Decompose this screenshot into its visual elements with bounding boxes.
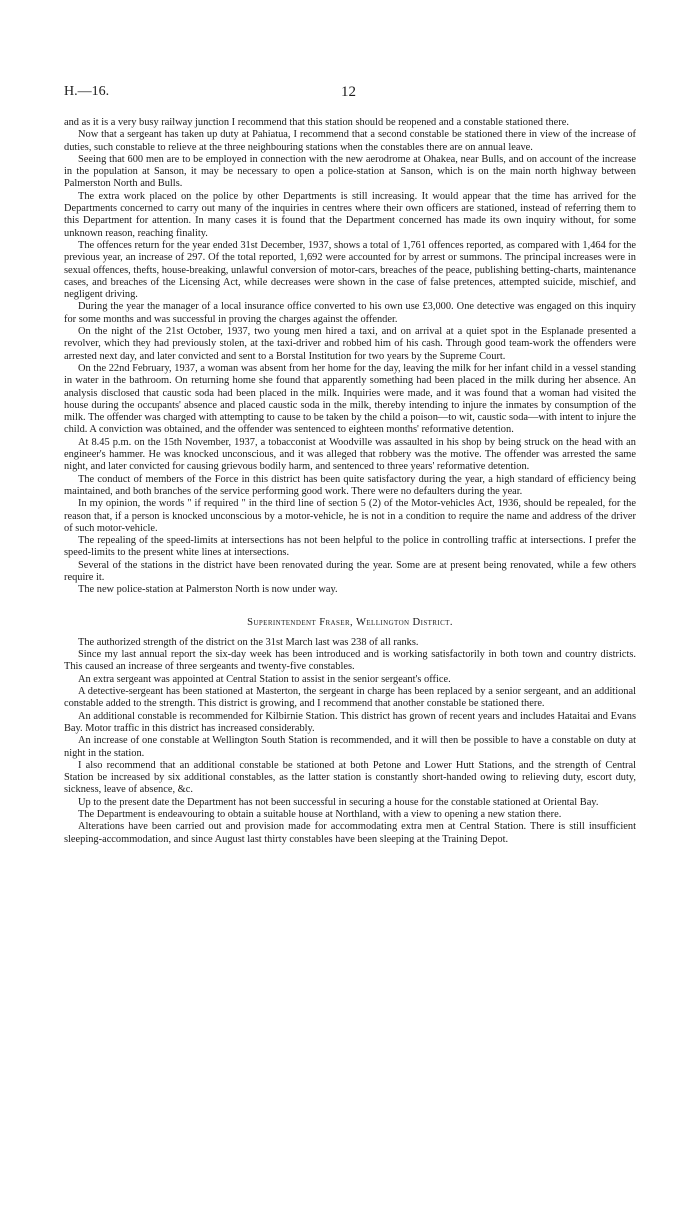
paragraph: The repealing of the speed-limits at intersections has not been helpful to the police in controlling traffic at intersections. I prefer the speed-limits to the present white lines at intersections. [64,535,636,559]
paragraph: The extra work placed on the police by other Departments is still increasing. It would appear that the time has arrived for the Departments concerned to carry out many of the inquiries in centres where their own officers are stationed, instead of referring them to this Department for attention. In many cases it is found that the Department concerned has made its own inquiry without, for some unknown reason, reaching finality. [64,190,636,239]
paragraph: The offences return for the year ended 31st December, 1937, shows a total of 1,761 offences reported, as compared with 1,464 for the previous year, an increase of 297. Of the total reported, 1,692 were accounted for by arrest or summons. The principal increases were in sexual offences, thefts, house-breaking, unlawful conversion of motor-cars, breaches of the peace, publishing betting-charts, maintenance cases, and breaches of the Licensing Act, while decreases were shown in the case of false pretences, attempted suicide, mischief, and negligent driving. [64,239,636,301]
paragraph: The Department is endeavouring to obtain a suitable house at Northland, with a view to opening a new station there. [78,809,562,821]
paragraph: Several of the stations in the district have been renovated during the year. Some are at present being renovated, while a few others require it. [64,559,636,583]
paragraph: Since my last annual report the six-day week has been introduced and is working satisfactorily in both town and country districts. This caused an increase of three sergeants and twenty-five constables. [64,649,636,673]
paragraph: On the 22nd February, 1937, a woman was absent from her home for the day, leaving the milk for her infant child in a vessel standing in water in the bathroom. On returning home she found that apparently something had been placed in the milk during her absence. An analysis disclosed that caustic soda had been placed in the milk. Inquiries were made, and it was found that a woman had visited the house during the occupants' absence and placed caustic soda in the milk, thereby intending to injure the inmates by consumption of the milk. The offender was charged with attempting to cause to be taken by the child a poison—to wit, caustic soda—with intent to injure the child. A conviction was obtained, and the offender was sentenced to eighteen months' reformative detention. [64,362,636,436]
section-heading: Superintendent Fraser, Wellington District. [247,616,453,628]
paragraph: Up to the present date the Department has not been successful in securing a house for the constable stationed at Oriental Bay. [78,796,599,808]
page-number: 12 [341,84,356,100]
paragraph: The new police-station at Palmerston North is now under way. [78,584,338,596]
paragraph: I also recommend that an additional constable be stationed at both Petone and Lower Hutt Stations, and the strength of Central Station be increased by six additional constables, as the latter station is constantly short-handed owing to relieving duty, escort duty, sickness, leave of absence, &c. [64,759,636,796]
document-body [64,117,636,846]
paragraph: An additional constable is recommended for Kilbirnie Station. This district has grown of recent years and includes Hataitai and Evans Bay. Motor traffic in this district has increased considerably. [64,710,636,734]
paragraph: On the night of the 21st October, 1937, two young men hired a taxi, and on arrival at a quiet spot in the Esplanade presented a revolver, which they had previously stolen, at the taxi-driver and robbed him of his cash. Through good team-work the offenders were arrested next day, and later convicted and sent to a Borstal Institution for two years by the Supreme Court. [64,326,636,362]
paragraph: Now that a sergeant has taken up duty at Pahiatua, I recommend that a second constable be stationed there in view of the increase of duties, such constable to relieve at the three neighbouring stations when the constables there are on annual leave. [64,129,636,153]
paragraph: and as it is a very busy railway junction I recommend that this station should be reopened and a constable stationed there. [64,117,569,128]
paragraph: A detective-sergeant has been stationed at Masterton, the sergeant in charge has been replaced by a senior sergeant, and an additional constable added to the strength. This district is growing, and I recommend that another constable be stationed there. [64,686,636,710]
paragraph: The authorized strength of the district on the 31st March last was 238 of all ranks. [78,636,419,648]
document-reference: H.—16. [64,84,110,99]
paragraph: The conduct of members of the Force in this district has been quite satisfactory during the year, a high standard of efficiency being maintained, and both branches of the service performing good work. There were no defaulters during the year. [64,473,636,497]
paragraph: During the year the manager of a local insurance office converted to his own use £3,000. One detective was engaged on this inquiry for some months and was successful in proving the charges against the offender. [64,301,636,325]
paragraph: An extra sergeant was appointed at Central Station to assist in the senior sergeant's office. [78,673,451,685]
paragraph: In my opinion, the words " if required " in the third line of section 5 (2) of the Motor-vehicles Act, 1936, should be repealed, for the reason that, if a person is knocked unconscious by a motor-vehicle, he is not in a condition to require the name and address of the driver of such motor-vehicle. [64,498,636,534]
paragraph: Alterations have been carried out and provision made for accommodating extra men at Central Station. There is still insufficient sleeping-accommodation, and since August last thirty constables have been sleeping at the Training Depot. [64,821,636,845]
paragraph: An increase of one constable at Wellington South Station is recommended, and it will then be possible to have a constable on duty at night in the station. [64,735,636,759]
page-header [64,84,636,104]
paragraph: At 8.45 p.m. on the 15th November, 1937, a tobacconist at Woodville was assaulted in his shop by being struck on the head with an engineer's hammer. He was knocked unconscious, and it was alleged that robbery was the motive. The offender was arrested the same night, and later convicted for causing grievous bodily harm, and sentenced to three years' reformative detention. [64,436,636,473]
paragraph: Seeing that 600 men are to be employed in connection with the new aerodrome at Ohakea, near Bulls, and on account of the increase in the population at Sanson, it may be necessary to open a police-station at Sanson, which is on the main north highway between Palmerston North and Bulls. [64,153,636,190]
